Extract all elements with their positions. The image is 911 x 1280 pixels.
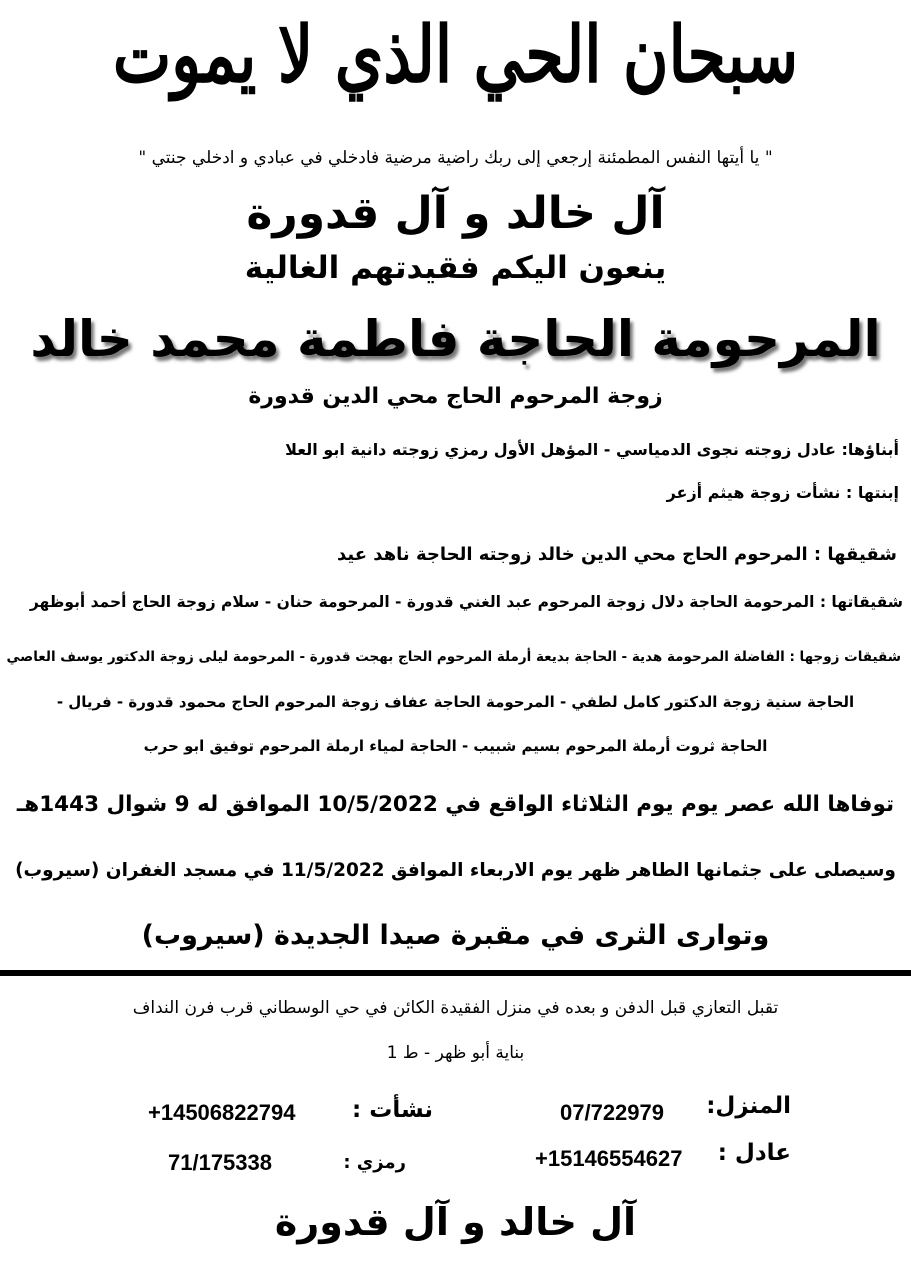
deceased-name: المرحومة الحاجة فاطمة محمد خالد	[30, 310, 881, 368]
husband-sisters-line-2: الحاجة سنية زوجة الدكتور كامل لطفي - المرحومة الحاجة عفاف زوجة المرحوم الحاج محمود قدورة - فريال -	[56, 693, 855, 711]
sisters-line: شقيقاتها : المرحومة الحاجة دلال زوجة المرحوم عبد الغني قدورة - المرحومة حنان - سلام زوجة الحاج أحمد أبوظهر	[29, 593, 903, 611]
brother-line: شقيقها : المرحوم الحاج محي الدين خالد زوجته الحاجة ناهد عيد	[336, 544, 897, 565]
ramzi-number: 71/175338	[168, 1150, 272, 1175]
condolence-building: بناية أبو ظهر - ط 1	[386, 1043, 525, 1063]
adel-label: عادل :	[717, 1140, 791, 1166]
adel-number: +15146554627	[535, 1146, 683, 1171]
footer-family-name: آل خالد و آل قدورة	[274, 1200, 637, 1244]
divider	[0, 970, 911, 976]
funeral-prayer-line: وسيصلى على جثمانها الطاهر ظهر يوم الاربعاء الموافق 11/5/2022 في مسجد الغفران (سيروب)	[15, 860, 896, 881]
calligraphy-heading: سبحان الحي الذي لا يموت	[112, 8, 799, 101]
family-title: آل خالد و آل قدورة	[246, 188, 665, 239]
home-label: المنزل:	[706, 1093, 791, 1119]
condolence-location: تقبل التعازي قبل الدفن و بعده في منزل الفقيدة الكائن في حي الوسطاني قرب فرن النداف	[132, 998, 779, 1018]
daughter-line: إبنتها : نشأت زوجة هيثم أزعر	[666, 483, 899, 502]
quran-verse: " يا أيتها النفس المطمئنة إرجعي إلى ربك راضية مرضية فادخلي في عبادي و ادخلي جنتي "	[138, 148, 773, 168]
burial-line: وتوارى الثرى في مقبرة صيدا الجديدة (سيروب)	[141, 920, 770, 951]
announcement: ينعون اليكم فقيدتهم الغالية	[244, 250, 667, 286]
sons-line: أبناؤها: عادل زوجته نجوى الدمياسي - المؤهل الأول رمزي زوجته دانية ابو العلا	[285, 440, 899, 459]
death-date-line: توفاها الله عصر يوم يوم الثلاثاء الواقع في 10/5/2022 الموافق له 9 شوال 1443هـ	[16, 792, 895, 817]
husband-sisters-line-3: الحاجة ثروت أرملة المرحوم بسيم شبيب - الحاجة لمياء ارملة المرحوم توفيق ابو حرب	[143, 737, 768, 755]
ramzi-label: رمزي :	[343, 1152, 406, 1173]
spouse-line: زوجة المرحوم الحاج محي الدين قدورة	[248, 384, 663, 409]
home-number: 07/722979	[560, 1100, 664, 1125]
nashaat-number: +14506822794	[148, 1100, 296, 1125]
husband-sisters-line-1: شقيقات زوجها : الفاضلة المرحومة هدية - الحاجة بديعة أرملة المرحوم الحاج بهجت قدورة - المرحومة ليلى زوجة الدكتور يوسف العاصي	[6, 649, 901, 665]
nashaat-label: نشأت :	[352, 1097, 433, 1123]
